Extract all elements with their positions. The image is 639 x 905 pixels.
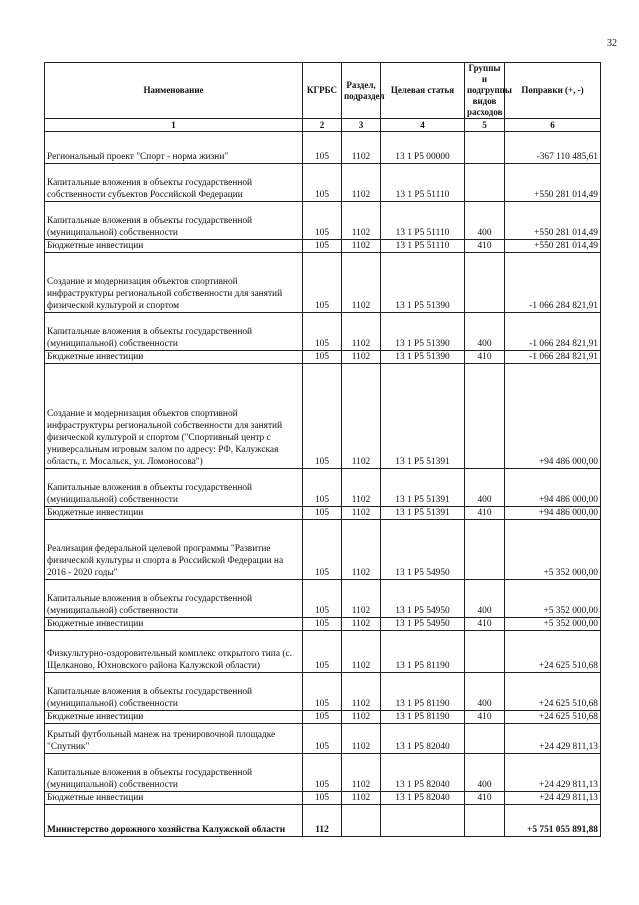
row-group: 400 [465,673,505,711]
row-group [465,164,505,202]
row-amount: -1 066 284 821,91 [505,253,601,313]
row-ktrbs: 105 [303,364,342,469]
row-name: Физкультурно-оздоровительный комплекс открытого типа (с. Щелканово, Юхновского района Калужской области) [45,631,303,673]
row-name: Бюджетные инвестиции [45,351,303,364]
row-name: Бюджетные инвестиции [45,711,303,724]
table-row [45,580,601,618]
column-number: 2 [303,119,342,132]
row-amount: +24 625 510,68 [505,673,601,711]
row-name: Капитальные вложения в объекты государственной (муниципальной) собственности [45,673,303,711]
row-ktrbs: 105 [303,351,342,364]
row-ktrbs: 105 [303,253,342,313]
row-section: 1102 [342,580,381,618]
row-target: 13 1 P5 81190 [381,711,465,724]
row-ktrbs: 105 [303,507,342,520]
row-amount: +5 352 000,00 [505,618,601,631]
row-section: 1102 [342,631,381,673]
row-target: 13 1 P5 81190 [381,631,465,673]
row-group [465,631,505,673]
table-row [45,673,601,711]
row-target: 13 1 P5 51110 [381,202,465,240]
row-ktrbs: 105 [303,132,342,164]
row-target: 13 1 P5 82040 [381,724,465,754]
row-group: 410 [465,711,505,724]
row-group: 400 [465,202,505,240]
row-group: 410 [465,792,505,805]
table-row [45,469,601,507]
column-number-row [45,119,601,132]
table-body [45,132,601,837]
header-target: Целевая статья [381,63,465,119]
header-amendments: Поправки (+, -) [505,63,601,119]
row-target: 13 1 P5 51391 [381,364,465,469]
header-row [45,63,601,119]
row-amount: +94 486 000,00 [505,364,601,469]
row-amount: +550 281 014,49 [505,164,601,202]
budget-amendments-table [44,62,601,837]
row-section: 1102 [342,132,381,164]
row-group [465,724,505,754]
row-section: 1102 [342,792,381,805]
row-name: Капитальные вложения в объекты государственной собственности субъектов Российской Федерации [45,164,303,202]
row-amount: +24 429 811,13 [505,754,601,792]
table-row [45,164,601,202]
row-name: Министерство дорожного хозяйства Калужской области [45,805,303,837]
row-group: 410 [465,240,505,253]
row-name: Крытый футбольный манеж на тренировочной площадке "Спутник" [45,724,303,754]
row-amount: +24 429 811,13 [505,792,601,805]
row-section: 1102 [342,364,381,469]
header-name: Наименование [45,63,303,119]
header-section: Раздел, подраздел [342,63,381,119]
row-target: 13 1 P5 54950 [381,520,465,580]
row-target: 13 1 P5 54950 [381,580,465,618]
page-number: 32 [607,38,617,49]
row-section: 1102 [342,724,381,754]
table-row [45,724,601,754]
row-ktrbs: 105 [303,792,342,805]
row-amount: +24 625 510,68 [505,711,601,724]
row-section: 1102 [342,520,381,580]
row-amount: -1 066 284 821,91 [505,313,601,351]
table-row [45,240,601,253]
row-name: Создание и модернизация объектов спортивной инфраструктуры региональной собственности для занятий физической культурой и спортом [45,253,303,313]
row-target: 13 1 P5 82040 [381,792,465,805]
row-section: 1102 [342,202,381,240]
row-group [465,253,505,313]
row-group [465,132,505,164]
row-section: 1102 [342,240,381,253]
row-target: 13 1 P5 51390 [381,313,465,351]
row-amount: -1 066 284 821,91 [505,351,601,364]
table-row [45,351,601,364]
row-amount: +5 352 000,00 [505,520,601,580]
row-name: Региональный проект "Спорт - норма жизни" [45,132,303,164]
table-row [45,507,601,520]
row-group: 400 [465,580,505,618]
table-row [45,364,601,469]
row-group: 400 [465,754,505,792]
row-ktrbs: 105 [303,618,342,631]
row-ktrbs: 105 [303,202,342,240]
row-ktrbs: 112 [303,805,342,837]
table-row [45,253,601,313]
row-ktrbs: 105 [303,711,342,724]
row-section: 1102 [342,507,381,520]
row-amount: +94 486 000,00 [505,507,601,520]
row-section: 1102 [342,313,381,351]
row-target: 13 1 P5 82040 [381,754,465,792]
table-row [45,132,601,164]
row-amount: +550 281 014,49 [505,202,601,240]
row-section [342,805,381,837]
row-name: Бюджетные инвестиции [45,240,303,253]
row-target: 13 1 P5 00000 [381,132,465,164]
column-number: 4 [381,119,465,132]
row-amount: +5 751 055 891,88 [505,805,601,837]
table-row [45,202,601,240]
row-target: 13 1 P5 51391 [381,507,465,520]
row-group: 410 [465,618,505,631]
row-name: Реализация федеральной целевой программы "Развитие физической культуры и спорта в Российской Федерации на 2016 - 2020 годы" [45,520,303,580]
row-name: Создание и модернизация объектов спортивной инфраструктуры региональной собственности для занятий физической культурой и спортом ("Спортивный центр с универсальным игровым залом по адресу: РФ, Калужская область, г. Мосальск, ул. Ломоносова") [45,364,303,469]
row-group [465,520,505,580]
row-amount: +94 486 000,00 [505,469,601,507]
row-target: 13 1 P5 54950 [381,618,465,631]
row-ktrbs: 105 [303,580,342,618]
table-row [45,313,601,351]
row-group: 410 [465,507,505,520]
row-ktrbs: 105 [303,673,342,711]
row-name: Капитальные вложения в объекты государственной (муниципальной) собственности [45,202,303,240]
row-ktrbs: 105 [303,240,342,253]
row-group: 400 [465,469,505,507]
table-row [45,520,601,580]
table-row [45,711,601,724]
row-ktrbs: 105 [303,469,342,507]
row-ktrbs: 105 [303,164,342,202]
column-number: 3 [342,119,381,132]
row-name: Бюджетные инвестиции [45,507,303,520]
table-row [45,631,601,673]
row-group: 410 [465,351,505,364]
table-row [45,754,601,792]
row-target [381,805,465,837]
row-target: 13 1 P5 51390 [381,253,465,313]
row-amount: +550 281 014,49 [505,240,601,253]
row-group [465,805,505,837]
table-row [45,805,601,837]
row-amount: +5 352 000,00 [505,580,601,618]
row-section: 1102 [342,711,381,724]
row-ktrbs: 105 [303,724,342,754]
row-section: 1102 [342,618,381,631]
row-amount: +24 429 811,13 [505,724,601,754]
row-name: Бюджетные инвестиции [45,618,303,631]
row-amount: +24 625 510,68 [505,631,601,673]
row-section: 1102 [342,469,381,507]
row-name: Бюджетные инвестиции [45,792,303,805]
row-ktrbs: 105 [303,313,342,351]
row-name: Капитальные вложения в объекты государственной (муниципальной) собственности [45,580,303,618]
header-ktrbs: КГРБС [303,63,342,119]
row-section: 1102 [342,351,381,364]
row-group: 400 [465,313,505,351]
row-ktrbs: 105 [303,754,342,792]
row-section: 1102 [342,253,381,313]
row-name: Капитальные вложения в объекты государственной (муниципальной) собственности [45,469,303,507]
row-ktrbs: 105 [303,520,342,580]
column-number: 6 [505,119,601,132]
row-group [465,364,505,469]
row-target: 13 1 P5 51391 [381,469,465,507]
row-name: Капитальные вложения в объекты государственной (муниципальной) собственности [45,754,303,792]
row-target: 13 1 P5 51390 [381,351,465,364]
row-amount: -367 110 485,61 [505,132,601,164]
column-number: 1 [45,119,303,132]
row-section: 1102 [342,164,381,202]
row-section: 1102 [342,754,381,792]
header-groups: Группы и подгруппы видов расходов [465,63,505,119]
row-name: Капитальные вложения в объекты государственной (муниципальной) собственности [45,313,303,351]
row-target: 13 1 P5 51110 [381,240,465,253]
table-row [45,792,601,805]
table-row [45,618,601,631]
row-ktrbs: 105 [303,631,342,673]
row-section: 1102 [342,673,381,711]
row-target: 13 1 P5 81190 [381,673,465,711]
row-target: 13 1 P5 51110 [381,164,465,202]
column-number: 5 [465,119,505,132]
